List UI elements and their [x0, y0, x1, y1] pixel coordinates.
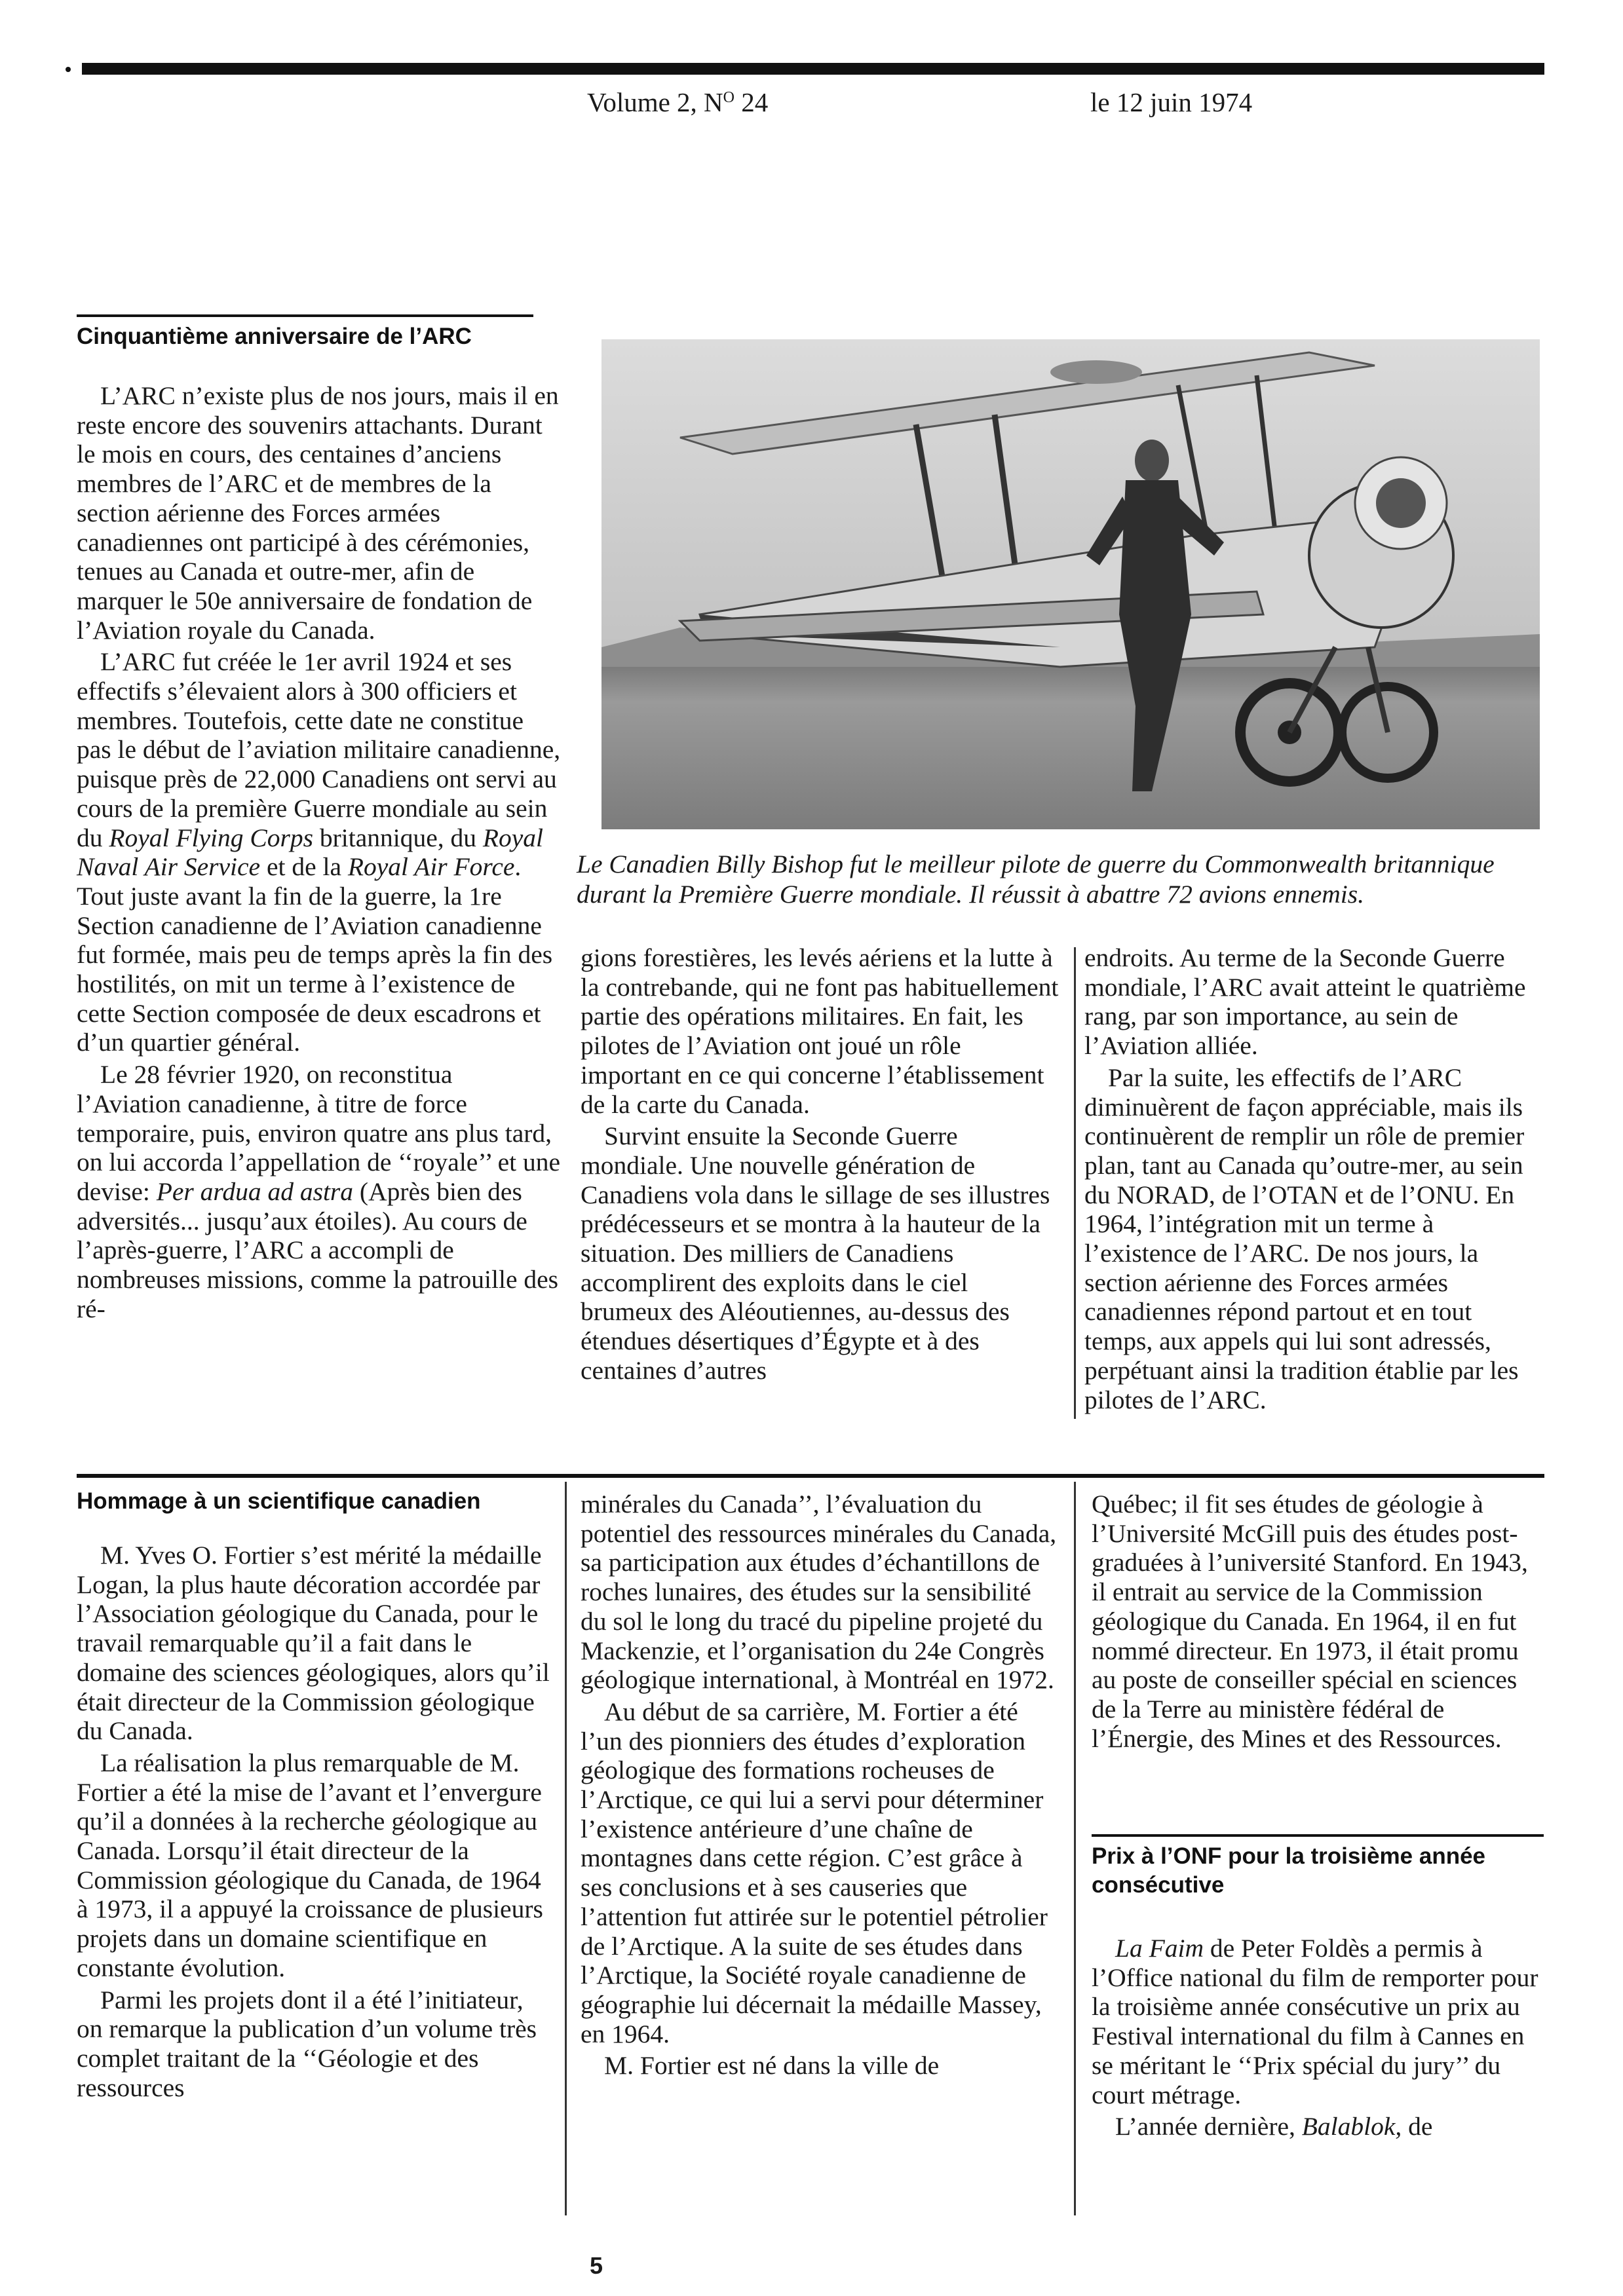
article3-column [1092, 1934, 1544, 2141]
article2-column-3 [1092, 1490, 1544, 1753]
page-number: 5 [590, 2252, 603, 2279]
headline-rule [1092, 1834, 1544, 1837]
article1-headline: Cinquantième anniversaire de l’ARC [77, 324, 472, 349]
column-divider [1074, 947, 1076, 1419]
masthead-dot [66, 67, 71, 72]
article1-paragraph: Survint ensuite la Seconde Guerre mondiale. Une nouvelle génération de Canadiens vola dans le sillage de ses illustres prédécesseurs et se montra à la hauteur de la situation. Des milliers de Canadiens accomplirent des exploits dans le ciel brumeux des Aléoutiennes, au-dessus des étendues désertiques d’Égypte et à des centaines d’autres [581, 1121, 1050, 1385]
article1-column-2 [581, 943, 1060, 1385]
article3-paragraph: L’année dernière, Balablok, de [1115, 2112, 1433, 2141]
article3-paragraph: La Faim de Peter Foldès a permis à l’Office national du film de remporter pour la troisième année consécutive un prix au Festival international du film à Cannes en se méritant le ‘‘Prix spécial du jury’’ du court métrage. [1092, 1934, 1538, 2109]
article1-paragraph: L’ARC fut créée le 1er avril 1924 et ses effectifs s’élevaient alors à 300 officiers et membres. Toutefois, cette date ne constitue pas le début de l’aviation militaire canadienne, puisque près de 22,000 Canadiens ont servi au cours de la première Guerre mondiale au sein du Royal Flying Corps britannique, du Royal Naval Air Service et de la Royal Air Force. Tout juste avant la fin de la guerre, la 1re Section canadienne de l’Aviation canadienne fut formée, mais peu de temps après la fin des hostilités, on mit un terme à l’existence de cette Section composée de deux escadrons et d’un quartier général. [77, 647, 561, 1057]
article1-paragraph: endroits. Au terme de la Seconde Guerre mondiale, l’ARC avait atteint le quatrième rang, par son importance, au sein de l’Aviation alliée. [1084, 943, 1526, 1061]
masthead-rule [82, 63, 1544, 75]
article2-paragraph: minérales du Canada’’, l’évaluation du potentiel des ressources minérales du Canada, sa participation aux études d’échantillons de roches lunaires, des études sur la sensibilité du sol le long du tracé du pipeline projeté du Mackenzie, et l’organisation du 24e Congrès géologique international, à Montréal en 1972. [581, 1490, 1057, 1695]
column-divider [1074, 1482, 1076, 2215]
article1-paragraph: gions forestières, les levés aériens et la lutte à la contrebande, qui ne font pas habituellement partie des opérations militaires. En fait, les pilotes de l’Aviation ont joué un rôle important en ce qui concerne l’établissement de la carte du Canada. [581, 943, 1059, 1119]
section-rule [77, 1474, 1544, 1478]
issue-date: le 12 juin 1974 [1090, 87, 1253, 117]
column-divider [565, 1482, 567, 2215]
article2-paragraph: M. Yves O. Fortier s’est mérité la médaille Logan, la plus haute décoration accordée par l’Association géologique du Canada, pour le travail remarquable qu’il a fait dans le domaine des sciences géologiques, alors qu’il était directeur de la Commission géologique du Canada. [77, 1541, 550, 1746]
article2-paragraph: Parmi les projets dont il a été l’initiateur, on remarque la publication d’un volume très complet traitant de la ‘‘Géologie et des ressources [77, 1985, 537, 2102]
article2-paragraph: Québec; il fit ses études de géologie à l’Université McGill puis des études post-graduées à l’université Stanford. En 1943, il entrait au service de la Commission géologique du Canada. En 1964, il en fut nommé directeur. En 1973, il était promu au poste de conseiller spécial en sciences de la Terre au ministère fédéral de l’Énergie, des Mines et des Ressources. [1092, 1490, 1528, 1753]
article3-headline: Prix à l’ONF pour la troisième année consécutive [1092, 1843, 1486, 1898]
article2-column-1 [77, 1541, 555, 2102]
article2-paragraph: Au début de sa carrière, M. Fortier a été l’un des pionniers des études d’exploration géologique des formations rocheuses de l’Arctique, ce qui lui a servi pour déterminer l’existence antérieure d’une chaîne de montagnes dans cette région. C’est grâce à ses conclusions et à ses causeries que l’attention fut attirée sur le potentiel pétrolier de l’Arctique. A la suite de ses études dans l’Arctique, la Société royale canadienne de géographie lui décernait la médaille Massey, en 1964. [581, 1697, 1048, 2048]
article1-paragraph: Par la suite, les effectifs de l’ARC diminuèrent de façon appréciable, mais ils continuèrent de remplir un rôle de premier plan, tant au Canada qu’outre-mer, au sein du NORAD, de l’OTAN et de l’ONU. En 1964, l’intégration mit un terme à l’existence de l’ARC. De nos jours, la section aérienne des Forces armées canadiennes répond partout et en tout temps, aux appels qui lui sont adressés, perpétuant ainsi la tradition établie par les pilotes de l’ARC. [1084, 1063, 1525, 1414]
photo-caption: Le Canadien Billy Bishop fut le meilleur pilote de guerre du Commonwealth britannique durant la Première Guerre mondiale. Il réussit à abattre 72 avions ennemis. [577, 850, 1495, 909]
article2-paragraph: La réalisation la plus remarquable de M. Fortier a été la mise de l’avant et l’envergure qu’il a données à la recherche géologique au Canada. Lorsqu’il était directeur de la Commission géologique du Canada, de 1964 à 1973, il a appuyé la croissance de plusieurs projets dans un domaine scientifique en constante évolution. [77, 1748, 543, 1982]
article1-column-1 [77, 381, 563, 1324]
headline-rule [77, 314, 533, 317]
volume-number: Volume 2, $N^O$ 24 [587, 87, 769, 117]
article2-paragraph: M. Fortier est né dans la ville de [604, 2051, 940, 2080]
article2-headline: Hommage à un scientifique canadien [77, 1488, 481, 1514]
biplane-illustration [601, 339, 1540, 829]
article2-column-2 [581, 1490, 1060, 2080]
article1-column-3 [1084, 943, 1543, 1414]
biplane-photo [601, 339, 1540, 829]
article1-paragraph: L’ARC n’existe plus de nos jours, mais il en reste encore des souvenirs attachants. Durant le mois en cours, des centaines d’anciens membres de l’ARC et de membres de la section aérienne des Forces armées canadiennes ont participé à des cérémonies, tenues au Canada et outre-mer, afin de marquer le 50e anniversaire de fondation de l’Aviation royale du Canada. [77, 381, 559, 645]
article1-paragraph: Le 28 février 1920, on reconstitua l’Aviation canadienne, à titre de force temporaire, puis, environ quatre ans plus tard, on lui accorda l’appellation de ‘‘royale’’ et une devise: Per ardua ad astra (Après bien des adversités... jusqu’aux étoiles). Au cours de l’après-guerre, l’ARC a accompli de nombreuses missions, comme la patrouille des ré- [77, 1060, 561, 1323]
